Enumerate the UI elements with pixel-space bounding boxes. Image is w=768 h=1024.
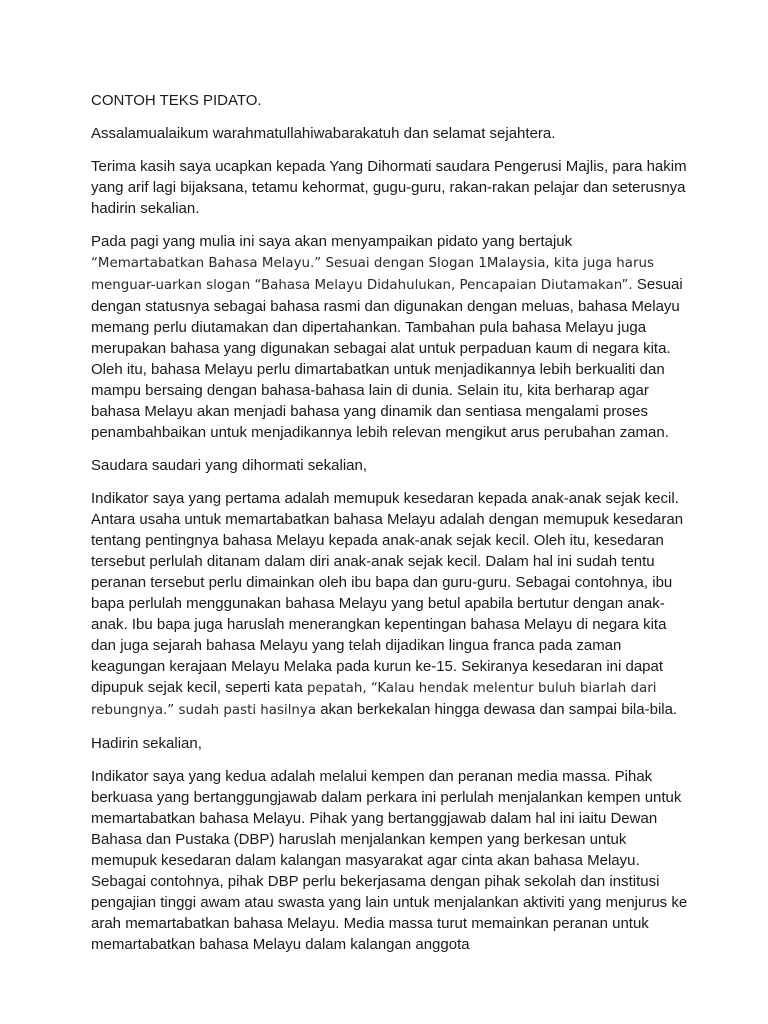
salutation-1: Saudara saudari yang dihormati sekalian, (91, 457, 367, 474)
indicator-2-paragraph: Indikator saya yang kedua adalah melalui kempen dan peranan media massa. Pihak berkuasa yang bertanggungjawab dalam perkara ini perlulah menjalankan kempen untuk memartabatkan bahasa Melayu. Pihak yang bertanggjawab dalam hal ini iaitu Dewan Bahasa dan Pustaka (DBP) haruslah menjalankan kempen yang berkesan untuk memupuk kesedaran dalam kalangan masyarakat agar cinta akan bahasa Melayu. Sebagai contohnya, pihak DBP perlu bekerjasama dengan pihak sekolah dan institusi pengajian tinggi awam atau swasta yang lain untuk menjalankan aktiviti yang menjurus ke arah memartabatkan bahasa Melayu. Media massa turut memainkan peranan untuk memartabatkan bahasa Melayu dalam kalangan anggota (91, 768, 688, 953)
intro-lead: Pada pagi yang mulia ini saya akan menyampaikan pidato yang bertajuk (91, 233, 573, 250)
document-title: CONTOH TEKS PIDATO. (91, 92, 262, 109)
indicator-1-text: Indikator saya yang pertama adalah memupuk kesedaran kepada anak-anak sejak kecil. Antara usaha untuk memartabatkan bahasa Melayu adalah dengan memupuk kesedaran tentang pentingnya bahasa Melayu kepada anak-anak sejak kecil. Oleh itu, kesedaran tersebut perlulah ditanam dalam diri anak-anak sejak kecil. Dalam hal ini sudah tentu peranan tersebut perlu dimainkan oleh ibu bapa dan guru-guru. Sebagai contohnya, ibu bapa perlulah menggunakan bahasa Melayu yang betul apabila bertutur dengan anak-anak. Ibu bapa juga haruslah menerangkan kepentingan bahasa Melayu di negara kita dan juga sejarah bahasa Melayu yang telah dijadikan lingua franca pada zaman keagungan kerajaan Melayu Melaka pada kurun ke-15. Sekiranya kesedaran ini dapat dipupuk sejak kecil, seperti kata (91, 490, 684, 696)
intro-slogan-quote: “Memartabatkan Bahasa Melayu.” Sesuai dengan Slogan 1Malaysia, kita juga harus menguar-uarkan slogan “Bahasa Melayu Didahulukan, Pencapaian Diutamakan”. (91, 256, 654, 293)
greeting-paragraph: Assalamualaikum warahmatullahiwabarakatuh dan selamat sejahtera. (91, 125, 556, 142)
intro-rest: Sesuai dengan statusnya sebagai bahasa rasmi dan digunakan dengan meluas, bahasa Melayu memang perlu diutamakan dan dipertahankan. Tambahan pula bahasa Melayu juga merupakan bahasa yang digunakan sebagai alat untuk perpaduan kaum di negara kita. Oleh itu, bahasa Melayu perlu dimartabatkan untuk menjadikannya lebih berkualiti dan mampu bersaing dengan bahasa-bahasa lain di dunia. Selain itu, kita berharap agar bahasa Melayu akan menjadi bahasa yang dinamik dan sentiasa mengalami proses penambahbaikan untuk menjadikannya lebih relevan mengikut arus perubahan zaman. (91, 276, 683, 441)
thanks-paragraph: Terima kasih saya ucapkan kepada Yang Dihormati saudara Pengerusi Majlis, para hakim yang arif lagi bijaksana, tetamu kehormat, gugu-guru, rakan-rakan pelajar dan seterusnya hadirin sekalian. (91, 158, 687, 217)
intro-paragraph (91, 231, 688, 443)
indicator-1-proverb-quote: pepatah, “Kalau hendak melentur buluh biarlah dari rebungnya.” sudah pasti hasilnya (91, 681, 657, 718)
indicator-1-tail: akan berkekalan hingga dewasa dan sampai bila-bila. (320, 701, 678, 718)
salutation-2: Hadirin sekalian, (91, 735, 202, 752)
indicator-1-paragraph (91, 488, 688, 721)
